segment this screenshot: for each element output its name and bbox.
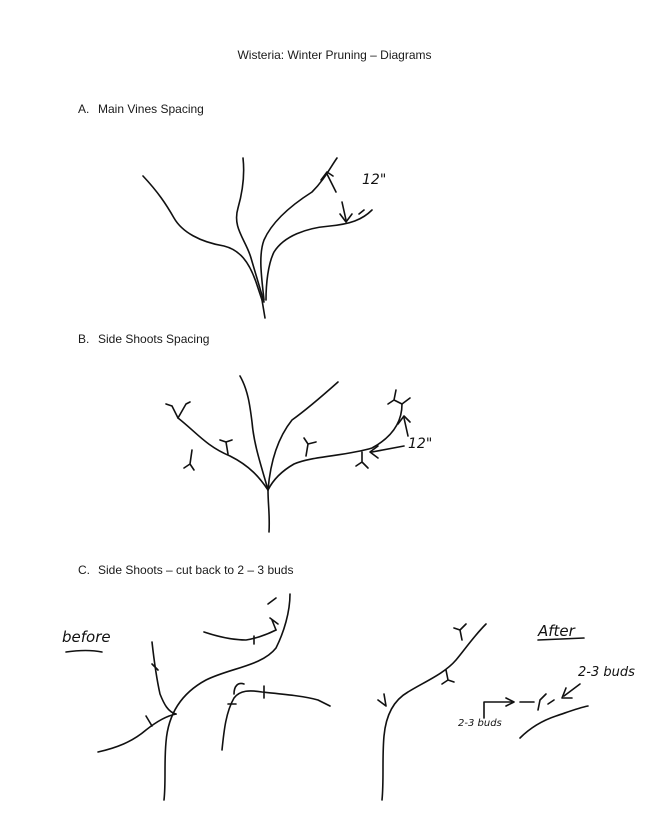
section-b-label: Side Shoots Spacing [98, 332, 210, 346]
side-shoot-b6 [388, 390, 410, 404]
before-upper-branch [204, 630, 276, 640]
buds-label-lower: 2-3 buds [458, 718, 502, 729]
spacing-arrow-up-head [321, 172, 333, 180]
vine-a-trunk [262, 300, 265, 318]
side-shoot-b4 [304, 438, 316, 456]
spacing-label-a: 12" [362, 172, 387, 188]
vine-b-right-stem [268, 382, 338, 490]
before-right-branch [222, 691, 330, 750]
after-upper-shoot [454, 624, 466, 640]
section-c-label: Side Shoots – cut back to 2 – 3 buds [98, 563, 294, 577]
vine-b-trunk [268, 490, 269, 532]
after-mid-shoot [442, 670, 454, 684]
before-lower-left-buds [146, 716, 152, 726]
spacing-arrow-b-up [404, 418, 408, 436]
before-upper-tip [268, 598, 278, 624]
section-b-letter: B. [78, 332, 90, 346]
section-c-letter: C. [78, 563, 90, 577]
after-label: After [538, 622, 575, 640]
diagram-c-after [378, 622, 635, 800]
side-shoot-b5 [356, 452, 368, 468]
before-label: before [62, 628, 111, 646]
before-lower-left-branch [98, 714, 176, 752]
before-main-trunk [164, 594, 290, 800]
after-left-shoot [378, 694, 386, 706]
diagram-c-before [62, 594, 330, 800]
diagram-a-main-vines [143, 158, 386, 318]
after-main-trunk [382, 624, 486, 800]
vine-a-right-lower [266, 210, 372, 300]
diagram-b-side-shoots [166, 376, 432, 532]
vine-a-tip-hook [359, 210, 364, 214]
section-a-label: Main Vines Spacing [98, 102, 204, 116]
side-shoot-b2 [184, 450, 194, 470]
page-title: Wisteria: Winter Pruning – Diagrams [237, 48, 432, 62]
vine-b-right-branch [268, 404, 402, 490]
after-detail-stem [520, 706, 588, 738]
side-shoot-b1 [166, 402, 190, 418]
spacing-arrow-up [327, 174, 336, 192]
before-underline [66, 651, 102, 653]
spacing-label-b: 12" [408, 436, 433, 452]
before-left-branch [152, 642, 176, 714]
vine-a-right-upper [261, 158, 337, 300]
buds-arrow-upper [564, 684, 580, 696]
before-right-buds [228, 686, 264, 704]
vine-a-left [143, 176, 262, 300]
section-a-letter: A. [78, 102, 90, 116]
buds-label-upper: 2-3 buds [578, 665, 635, 680]
vine-a-center [237, 158, 264, 302]
after-detail-buds [520, 694, 554, 710]
